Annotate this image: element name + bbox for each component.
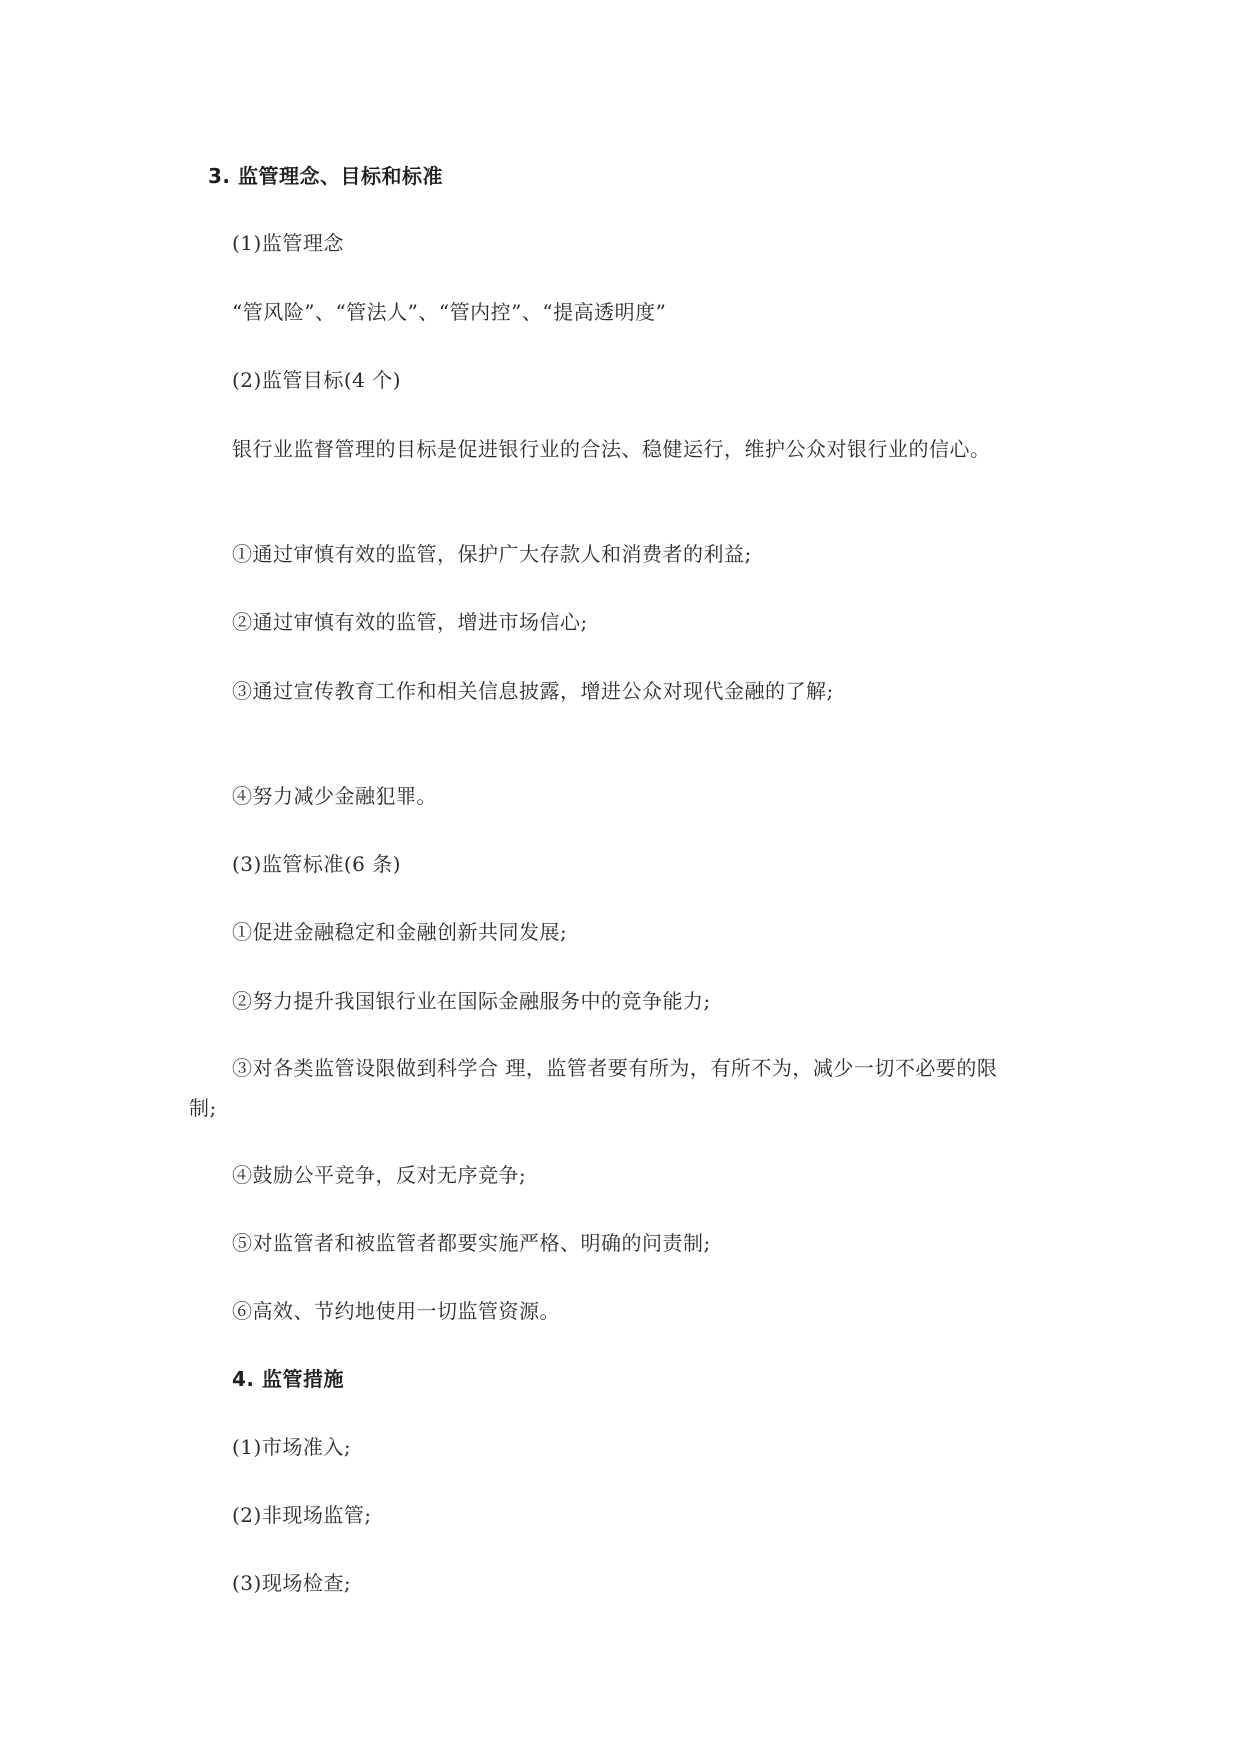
goal-item: ②通过审慎有效的监管，增进市场信心; [232,610,588,634]
section-3-heading: 3. 监管理念、目标和标准 [208,164,443,188]
goal-item: ①通过审慎有效的监管，保护广大存款人和消费者的利益; [232,542,752,566]
standard-item: ⑤对监管者和被监管者都要实施严格、明确的问责制; [232,1231,711,1255]
standard-item: ②努力提升我国银行业在国际金融服务中的竞争能力; [232,989,711,1013]
goal-item: ④努力减少金融犯罪。 [232,784,437,808]
measure-item: (1)市场准入; [232,1435,352,1459]
goals-label: (2)监管目标(4 个) [232,368,402,392]
goal-item: ③通过宣传教育工作和相关信息披露，增进公众对现代金融的了解; [232,679,834,703]
standard-item: ⑥高效、节约地使用一切监管资源。 [232,1299,560,1323]
measure-item: (3)现场检查; [232,1571,352,1595]
standard-item: ③对各类监管设限做到科学合 理，监管者要有所为，有所不为，减少一切不必要的限 [232,1056,998,1080]
measure-item: (2)非现场监管; [232,1503,372,1527]
standard-item: ①促进金融稳定和金融创新共同发展; [232,920,568,944]
goals-intro: 银行业监督管理的目标是促进银行业的合法、稳健运行，维护公众对银行业的信心。 [232,437,991,461]
philosophy-text: “管风险”、“管法人”、“管内控”、“提高透明度” [232,300,667,324]
standard-item-continuation: 制; [189,1096,217,1120]
standard-item: ④鼓励公平竞争，反对无序竞争; [232,1163,527,1187]
standards-label: (3)监管标准(6 条) [232,852,402,876]
philosophy-label: (1)监管理念 [232,231,344,255]
section-4-heading: 4. 监管措施 [232,1367,344,1391]
